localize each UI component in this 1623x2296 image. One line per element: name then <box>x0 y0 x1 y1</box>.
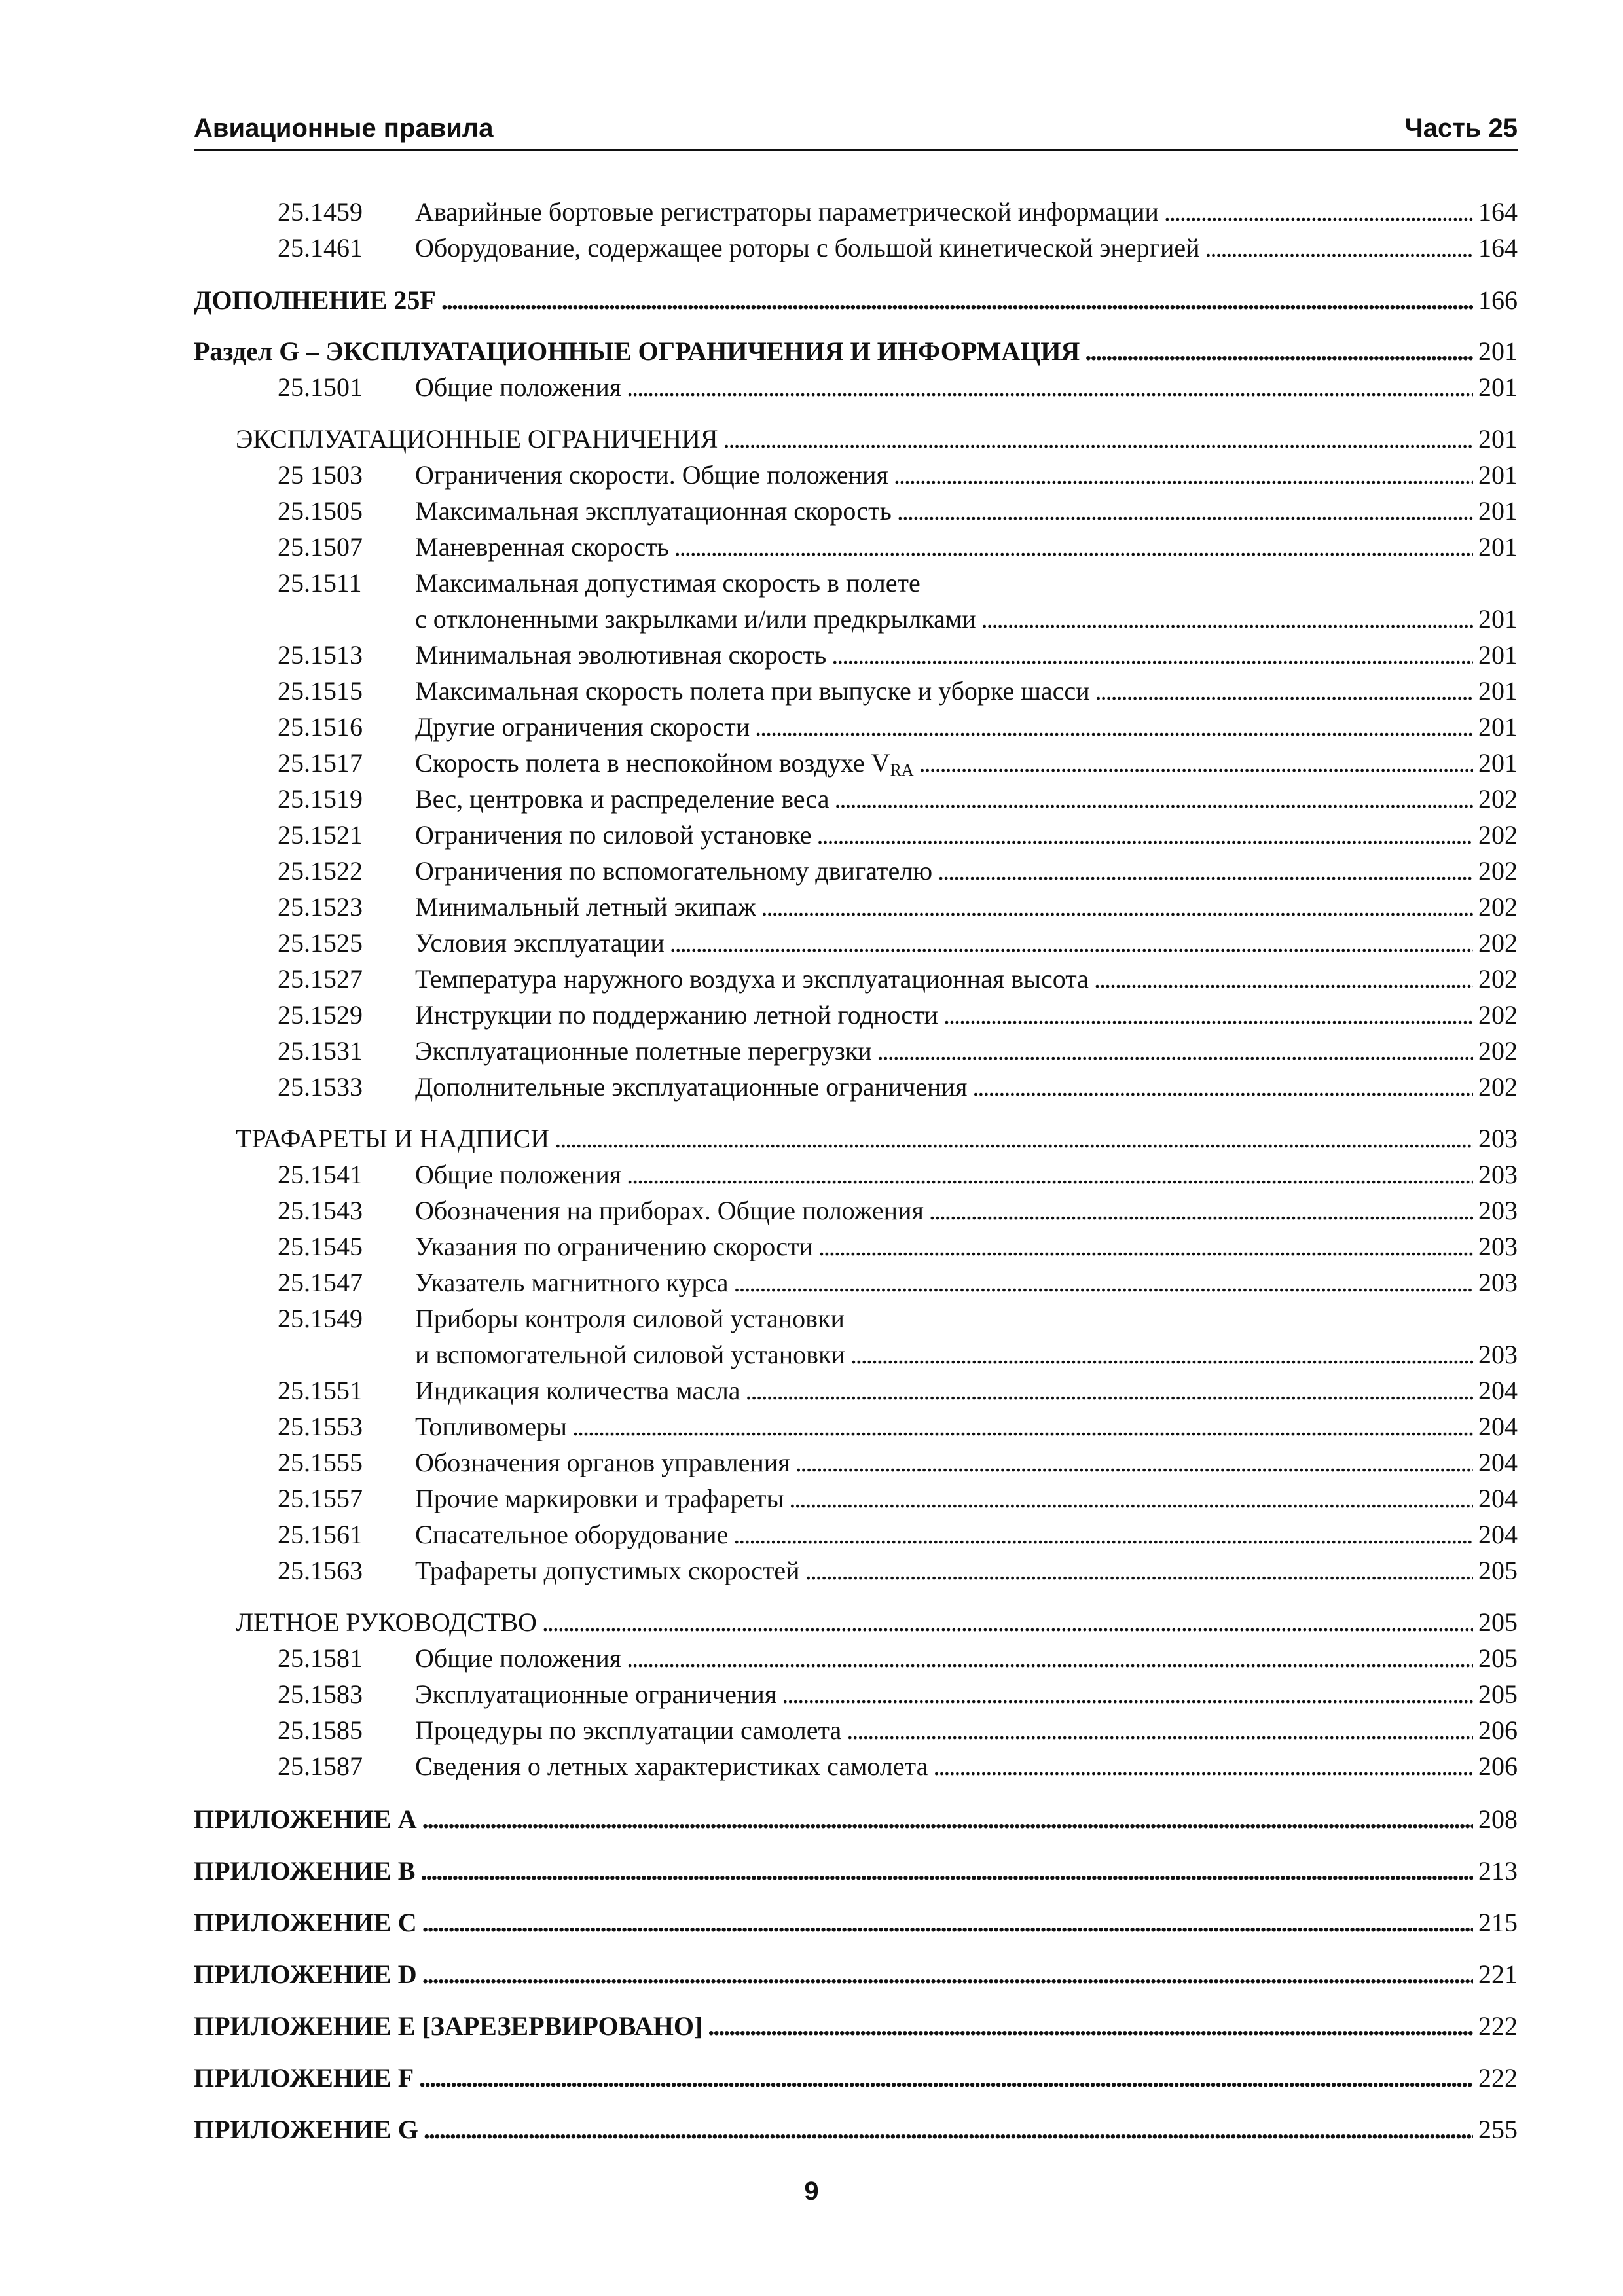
page-number: 206 <box>1478 1715 1518 1745</box>
page-number: 202 <box>1478 928 1518 958</box>
dot-leader <box>702 2008 1473 2045</box>
toc-entry[interactable] <box>194 925 1518 961</box>
entry-title: Другие ограничения скорости <box>415 712 750 742</box>
entry-title: Аварийные бортовые регистраторы параметрической информации <box>415 197 1159 226</box>
entry-title <box>415 745 914 781</box>
entry-title: Общие положения <box>415 372 622 402</box>
toc-entry[interactable] <box>194 817 1518 853</box>
page-number: 201 <box>1478 712 1518 742</box>
entry-title: Прочие маркировки и трафареты <box>415 1484 784 1513</box>
document-title: Авиационные правила <box>194 114 494 143</box>
toc-entry[interactable] <box>194 1265 1518 1301</box>
entry-title: ПРИЛОЖЕНИЕ Е [ЗАРЕЗЕРВИРОВАНО] <box>194 2011 703 2041</box>
section-number: 25.1522 <box>278 856 363 886</box>
entry-title: Спасательное оборудование <box>415 1520 729 1549</box>
entry-title: Вес, центровка и распределение веса <box>415 784 830 814</box>
toc-entry[interactable] <box>194 853 1518 889</box>
toc-entry[interactable] <box>194 961 1518 997</box>
entry-title: ТРАФАРЕТЫ И НАДПИСИ <box>236 1124 550 1153</box>
entry-title: Минимальный летный экипаж <box>415 892 756 922</box>
entry-title: Указатель магнитного курса <box>415 1268 729 1297</box>
dot-leader <box>414 2060 1473 2096</box>
section-number: 25.1529 <box>278 1000 363 1030</box>
toc-entry[interactable] <box>194 1157 1518 1193</box>
section-number: 25.1507 <box>278 532 363 562</box>
toc-entry[interactable] <box>194 673 1518 709</box>
dot-leader <box>415 1853 1473 1890</box>
section-number: 25.1583 <box>278 1679 363 1709</box>
page-number: 202 <box>1478 1072 1518 1102</box>
entry-title: Минимальная эволютивная скорость <box>415 640 827 670</box>
dot-leader <box>845 1336 1473 1373</box>
page-number: 166 <box>1478 285 1518 315</box>
entry-title: Инструкции по поддержанию летной годности <box>415 1000 939 1030</box>
page-number: 204 <box>1478 1376 1518 1405</box>
page-number: 202 <box>1478 1036 1518 1066</box>
dot-leader <box>976 601 1473 637</box>
dot-leader <box>567 1408 1473 1445</box>
dot-leader <box>718 421 1473 457</box>
page-number: 204 <box>1478 1520 1518 1549</box>
toc-entry[interactable] <box>194 1640 1518 1677</box>
entry-title: Маневренная скорость <box>415 532 669 562</box>
page-number: 202 <box>1478 856 1518 886</box>
page-number: 205 <box>1478 1607 1518 1637</box>
section-number: 25.1516 <box>278 712 363 742</box>
page-number: 201 <box>1478 496 1518 526</box>
entry-title: ПРИЛОЖЕНИЕ А <box>194 1804 417 1834</box>
toc-entry[interactable] <box>194 2060 1518 2096</box>
section-number: 25.1585 <box>278 1715 363 1745</box>
dot-leader <box>1080 333 1473 370</box>
dot-leader <box>811 817 1473 853</box>
section-number: 25.1513 <box>278 640 363 670</box>
page-number: 203 <box>1478 1268 1518 1297</box>
page-number: 255 <box>1478 2115 1518 2144</box>
entry-title: Максимальная эксплуатационная скорость <box>415 496 892 526</box>
dot-leader <box>800 1552 1473 1589</box>
entry-title: Ограничения скорости. Общие положения <box>415 460 888 490</box>
toc-entry[interactable] <box>194 2111 1518 2148</box>
dot-leader <box>665 925 1473 961</box>
entry-title: Обозначения органов управления <box>415 1448 790 1477</box>
toc-entry-continued[interactable] <box>194 601 1518 637</box>
dot-leader <box>418 2111 1473 2148</box>
dot-leader <box>1159 194 1473 230</box>
subscript: RA <box>890 761 914 780</box>
dot-leader <box>938 997 1473 1033</box>
dot-leader <box>826 637 1473 673</box>
toc-entry[interactable] <box>194 745 1518 781</box>
page-number: 201 <box>1478 424 1518 454</box>
dot-leader <box>621 1157 1473 1193</box>
page-number: 201 <box>1478 460 1518 490</box>
page-number: 205 <box>1478 1679 1518 1709</box>
section-number: 25.1511 <box>278 568 362 598</box>
entry-title: и вспомогательной силовой установки <box>415 1340 845 1369</box>
toc-entry[interactable] <box>194 1516 1518 1553</box>
page-number: 204 <box>1478 1412 1518 1441</box>
dot-leader <box>914 745 1473 781</box>
toc-entry[interactable] <box>194 1300 1518 1337</box>
page-number: 222 <box>1478 2063 1518 2092</box>
entry-title: Трафареты допустимых скоростей <box>415 1556 800 1585</box>
toc-entry[interactable] <box>194 889 1518 925</box>
page-number: 215 <box>1478 1908 1518 1937</box>
section-number: 25.1515 <box>278 676 363 706</box>
page-number: 204 <box>1478 1484 1518 1513</box>
dot-leader <box>436 282 1473 319</box>
entry-title <box>194 333 1080 370</box>
toc-entry[interactable] <box>194 333 1518 370</box>
page-number: 222 <box>1478 2011 1518 2041</box>
toc-entry[interactable] <box>194 1748 1518 1785</box>
entry-title: Ограничения по силовой установке <box>415 820 812 850</box>
page-number: 204 <box>1478 1448 1518 1477</box>
toc-entry[interactable] <box>194 709 1518 745</box>
dot-leader <box>790 1444 1473 1481</box>
entry-title: Оборудование, содержащее роторы с большой кинетической энергией <box>415 233 1200 262</box>
section-number: 25.1541 <box>278 1160 363 1189</box>
dot-leader <box>784 1480 1473 1517</box>
dot-leader <box>1090 673 1473 709</box>
section-number: 25.1501 <box>278 372 363 402</box>
page-number: 205 <box>1478 1556 1518 1585</box>
section-number: 25.1581 <box>278 1643 363 1673</box>
running-header <box>194 113 1518 151</box>
page-number: 164 <box>1478 197 1518 226</box>
entry-title: Температура наружного воздуха и эксплуатационная высота <box>415 964 1089 994</box>
toc-entry[interactable] <box>194 1121 1518 1157</box>
toc-entry[interactable] <box>194 1712 1518 1749</box>
section-number: 25.1531 <box>278 1036 363 1066</box>
dot-leader <box>888 457 1473 493</box>
entry-title: Топливомеры <box>415 1412 567 1441</box>
toc-entry[interactable] <box>194 1372 1518 1409</box>
entry-title: Ограничения по вспомогательному двигателю <box>415 856 933 886</box>
entry-title: ПРИЛОЖЕНИЕ F <box>194 2063 414 2092</box>
page-number: 203 <box>1478 1124 1518 1153</box>
entry-title: Максимальная скорость полета при выпуске и уборке шасси <box>415 676 1090 706</box>
section-number: 25.1561 <box>278 1520 363 1549</box>
toc-entry[interactable] <box>194 230 1518 266</box>
toc-entry[interactable] <box>194 781 1518 817</box>
section-number: 25.1523 <box>278 892 363 922</box>
toc-entry[interactable] <box>194 1552 1518 1589</box>
entry-title: Эксплуатационные полетные перегрузки <box>415 1036 872 1066</box>
entry-title: Обозначения на приборах. Общие положения <box>415 1196 924 1225</box>
toc-entry[interactable] <box>194 421 1518 457</box>
toc-entry[interactable] <box>194 529 1518 565</box>
section-number: 25.1563 <box>278 1556 363 1585</box>
toc-entry[interactable] <box>194 637 1518 673</box>
entry-title: ДОПОЛНЕНИЕ 25F <box>194 285 436 315</box>
dot-leader <box>621 1640 1473 1677</box>
toc-entry[interactable] <box>194 1853 1518 1890</box>
toc-entry[interactable] <box>194 1604 1518 1641</box>
section-number: 25.1557 <box>278 1484 363 1513</box>
page-number: 202 <box>1478 964 1518 994</box>
dot-leader <box>967 1069 1473 1105</box>
entry-title: Приборы контроля силовой установки <box>415 1304 845 1333</box>
entry-title: Условия эксплуатации <box>415 928 665 958</box>
page-number: 201 <box>1478 532 1518 562</box>
dot-leader <box>1200 230 1473 266</box>
toc-entry[interactable] <box>194 1444 1518 1481</box>
dot-leader <box>621 369 1473 406</box>
toc-entry[interactable] <box>194 1033 1518 1069</box>
page-number: 201 <box>1478 372 1518 402</box>
dot-leader <box>776 1676 1473 1713</box>
entry-title: ЭКСПЛУАТАЦИОННЫЕ ОГРАНИЧЕНИЯ <box>236 424 718 454</box>
section-number: 25.1555 <box>278 1448 363 1477</box>
page-number: 205 <box>1478 1643 1518 1673</box>
toc-entry-continued[interactable] <box>194 1336 1518 1373</box>
section-number: 25.1553 <box>278 1412 363 1441</box>
section-number: 25.1525 <box>278 928 363 958</box>
entry-title-text: Скорость полета в неспокойном воздухе V <box>415 748 890 778</box>
dot-leader <box>932 853 1473 889</box>
dot-leader <box>669 529 1473 565</box>
page-number: 201 <box>1478 640 1518 670</box>
page-number: 221 <box>1478 1960 1518 1989</box>
page-number: 201 <box>1478 336 1518 366</box>
toc-entry[interactable] <box>194 194 1518 230</box>
entry-title: ПРИЛОЖЕНИЕ D <box>194 1960 417 1989</box>
page-number: 201 <box>1478 748 1518 778</box>
entry-title: Указания по ограничению скорости <box>415 1232 813 1261</box>
toc-entry[interactable] <box>194 2008 1518 2045</box>
dot-leader <box>729 1265 1473 1301</box>
entry-title: Процедуры по эксплуатации самолета <box>415 1715 842 1745</box>
section-number: 25.1543 <box>278 1196 363 1225</box>
dot-leader <box>872 1033 1473 1069</box>
page-number: 202 <box>1478 784 1518 814</box>
entry-title: Эксплуатационные ограничения <box>415 1679 777 1709</box>
entry-title: Индикация количества масла <box>415 1376 740 1405</box>
toc-entry[interactable] <box>194 282 1518 319</box>
page-number: 208 <box>1478 1804 1518 1834</box>
entry-title: ЛЕТНОЕ РУКОВОДСТВО <box>236 1607 537 1637</box>
page-number: 203 <box>1478 1340 1518 1369</box>
toc-entry[interactable] <box>194 1408 1518 1445</box>
page-number: 202 <box>1478 820 1518 850</box>
dot-leader <box>728 1516 1473 1553</box>
page-number: 201 <box>1478 604 1518 634</box>
page-number: 164 <box>1478 233 1518 262</box>
dot-leader <box>924 1193 1473 1229</box>
page-number: 202 <box>1478 892 1518 922</box>
page-number: 203 <box>1478 1232 1518 1261</box>
part-label: Часть 25 <box>1404 114 1518 143</box>
section-number: 25.1521 <box>278 820 363 850</box>
section-number: 25.1461 <box>278 233 363 262</box>
toc-entry[interactable] <box>194 1480 1518 1517</box>
section-number: 25.1549 <box>278 1304 363 1333</box>
page-number: 201 <box>1478 676 1518 706</box>
entry-title: ПРИЛОЖЕНИЕ С <box>194 1908 417 1937</box>
section-number: 25.1517 <box>278 748 363 778</box>
section-number: 25.1519 <box>278 784 363 814</box>
toc-entry[interactable] <box>194 1229 1518 1265</box>
toc-entry[interactable] <box>194 369 1518 406</box>
entry-title: с отклоненными закрылками и/или предкрылками <box>415 604 976 634</box>
dot-leader <box>928 1748 1473 1785</box>
page-number: 206 <box>1478 1751 1518 1781</box>
dot-leader <box>813 1229 1473 1265</box>
toc-entry[interactable] <box>194 1801 1518 1838</box>
section-number: 25 1503 <box>278 460 363 490</box>
toc-entry[interactable] <box>194 565 1518 601</box>
section-number: 25.1505 <box>278 496 363 526</box>
entry-title: Сведения о летных характеристиках самолета <box>415 1751 928 1781</box>
section-name: ЭКСПЛУАТАЦИОННЫЕ ОГРАНИЧЕНИЯ И ИНФОРМАЦИЯ <box>325 336 1080 366</box>
entry-title: Общие положения <box>415 1160 622 1189</box>
page-number: 203 <box>1478 1160 1518 1189</box>
entry-title: Максимальная допустимая скорость в полете <box>415 568 921 598</box>
toc-entry[interactable] <box>194 493 1518 529</box>
entry-title: Общие положения <box>415 1643 622 1673</box>
section-number: 25.1527 <box>278 964 363 994</box>
page-footer <box>0 2177 1623 2206</box>
page-number: 213 <box>1478 1856 1518 1886</box>
section-number: 25.1551 <box>278 1376 363 1405</box>
dot-leader <box>841 1712 1473 1749</box>
page-number: 202 <box>1478 1000 1518 1030</box>
toc-entry[interactable] <box>194 997 1518 1033</box>
section-number: 25.1459 <box>278 197 363 226</box>
dot-leader <box>417 1801 1473 1838</box>
dot-leader <box>417 1956 1473 1993</box>
toc-entry[interactable] <box>194 1193 1518 1229</box>
page-number: 203 <box>1478 1196 1518 1225</box>
entry-title: ПРИЛОЖЕНИЕ G <box>194 2115 418 2144</box>
dot-leader <box>892 493 1473 529</box>
dot-leader <box>756 889 1473 925</box>
dot-leader <box>740 1372 1473 1409</box>
section-number: 25.1533 <box>278 1072 363 1102</box>
entry-title: Дополнительные эксплуатационные ограничения <box>415 1072 968 1102</box>
section-number: 25.1547 <box>278 1268 363 1297</box>
dot-leader <box>830 781 1473 817</box>
section-number: 25.1545 <box>278 1232 363 1261</box>
toc-entry[interactable] <box>194 1676 1518 1713</box>
section-number: 25.1587 <box>278 1751 363 1781</box>
dot-leader <box>1089 961 1473 997</box>
dot-leader <box>417 1905 1473 1941</box>
toc-entry[interactable] <box>194 1905 1518 1941</box>
dot-leader <box>750 709 1473 745</box>
dot-leader <box>549 1121 1473 1157</box>
dot-leader <box>537 1604 1473 1641</box>
entry-title: ПРИЛОЖЕНИЕ В <box>194 1856 416 1886</box>
section-prefix: Раздел G – <box>194 336 326 366</box>
toc-entry[interactable] <box>194 457 1518 493</box>
folio: 9 <box>804 2177 819 2206</box>
toc-entry[interactable] <box>194 1956 1518 1993</box>
toc-entry[interactable] <box>194 1069 1518 1105</box>
